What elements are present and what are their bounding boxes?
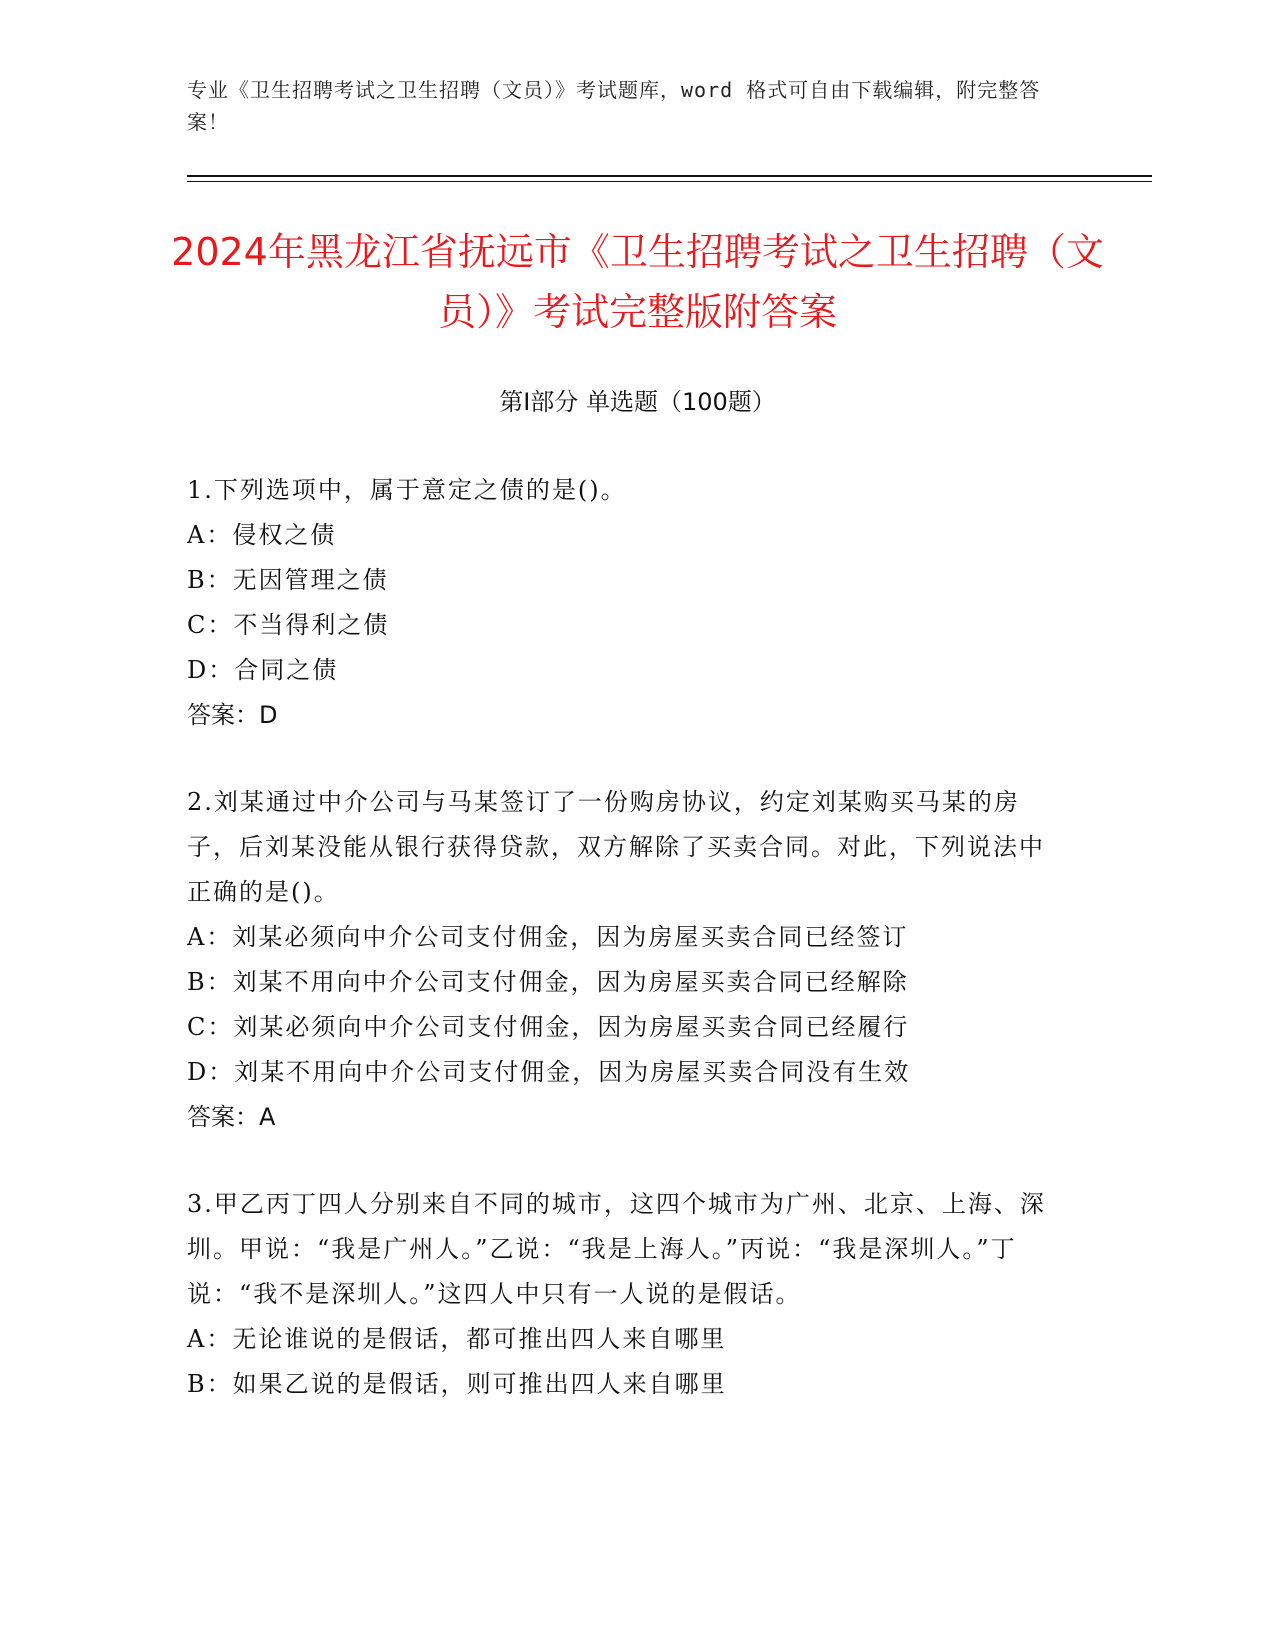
option-c: C：不当得利之债 xyxy=(187,611,390,639)
option-d: D：刘某不用向中介公司支付佣金，因为房屋买卖合同没有生效 xyxy=(187,1058,911,1086)
option-c: C：刘某必须向中介公司支付佣金，因为房屋买卖合同已经履行 xyxy=(187,1013,910,1041)
question-3 xyxy=(187,1182,1067,1407)
option-a: A：刘某必须向中介公司支付佣金，因为房屋买卖合同已经签订 xyxy=(187,923,909,951)
option-a: A：侵权之债 xyxy=(187,521,337,549)
header-divider-thin xyxy=(187,181,1152,182)
answer: 答案：D xyxy=(187,701,278,729)
answer: 答案：A xyxy=(187,1103,276,1131)
section-title: 第Ⅰ部分 单选题（100题） xyxy=(499,388,776,416)
option-b: B：如果乙说的是假话，则可推出四人来自哪里 xyxy=(187,1370,727,1398)
option-a: A：无论谁说的是假话，都可推出四人来自哪里 xyxy=(187,1325,727,1353)
question-list xyxy=(187,468,1067,1449)
option-d: D：合同之债 xyxy=(187,656,339,684)
header-divider-thick xyxy=(187,175,1152,177)
question-stem: 1.下列选项中，属于意定之债的是()。 xyxy=(187,476,627,504)
question-2 xyxy=(187,780,1067,1140)
question-stem: 2.刘某通过中介公司与马某签订了一份购房协议，约定刘某购买马某的房子，后刘某没能从银行获得贷款，双方解除了买卖合同。对此，下列说法中正确的是()。 xyxy=(187,788,1045,906)
option-b: B：刘某不用向中介公司支付佣金，因为房屋买卖合同已经解除 xyxy=(187,968,909,996)
question-stem: 3.甲乙丙丁四人分别来自不同的城市，这四个城市为广州、北京、上海、深圳。甲说：“我是广州人。”乙说：“我是上海人。”丙说：“我是深圳人。”丁说：“我不是深圳人。”这四人中只有一人说的是假话。 xyxy=(187,1190,1046,1308)
header-note: 专业《卫生招聘考试之卫生招聘（文员）》考试题库，word 格式可自由下载编辑，附完整答案！ xyxy=(187,78,1041,134)
question-1 xyxy=(187,468,1067,738)
document-title: 2024年黑龙江省抚远市《卫生招聘考试之卫生招聘（文员）》考试完整版附答案 xyxy=(171,230,1104,334)
option-b: B：无因管理之债 xyxy=(187,566,389,594)
